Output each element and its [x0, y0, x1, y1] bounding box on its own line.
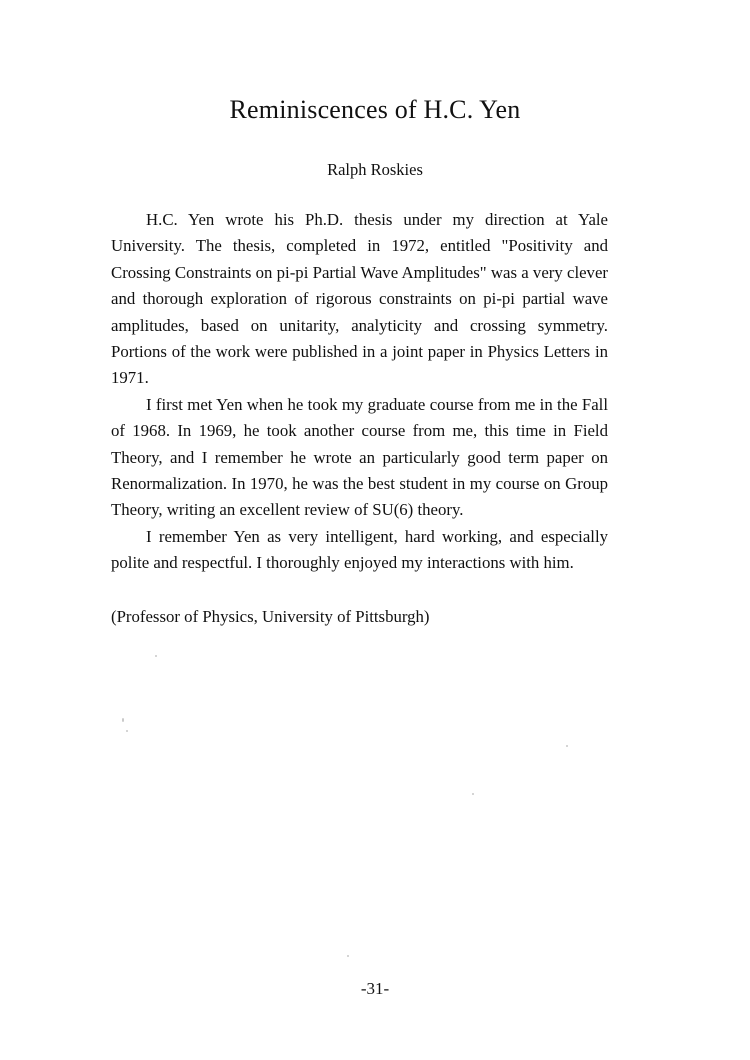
paragraph-3: I remember Yen as very intelligent, hard working, and especially polite and respectful. I thoroughly enjoyed my interactions with him.: [111, 526, 608, 573]
author-affiliation: (Professor of Physics, University of Pittsburgh): [111, 607, 430, 626]
scan-speck: [472, 793, 474, 795]
author-name: Ralph Roskies: [327, 160, 423, 179]
scan-speck: [347, 955, 349, 957]
page-title: Reminiscences of H.C. Yen: [229, 95, 521, 124]
body-text: [111, 207, 608, 577]
scan-speck: [122, 718, 124, 722]
paragraph-1: H.C. Yen wrote his Ph.D. thesis under my direction at Yale University. The thesis, completed in 1972, entitled "Positivity and Crossing Constraints on pi-pi Partial Wave Amplitudes" was a very clever and thorough exploration of rigorous constraints on pi-pi partial wave amplitudes, based on unitarity, analyticity and crossing symmetry. Portions of the work were published in a joint paper in Physics Letters in 1971.: [111, 210, 608, 388]
scan-speck: [126, 730, 128, 732]
paragraph-2: I first met Yen when he took my graduate course from me in the Fall of 1968. In 1969, he took another course from me, this time in Field Theory, and I remember he wrote an particularly good term paper on Renormalization. In 1970, he was the best student in my course on Group Theory, writing an excellent review of SU(6) theory.: [111, 394, 608, 520]
page-number: -31-: [360, 979, 390, 998]
scan-speck: [566, 745, 568, 747]
scan-speck: [155, 655, 157, 657]
